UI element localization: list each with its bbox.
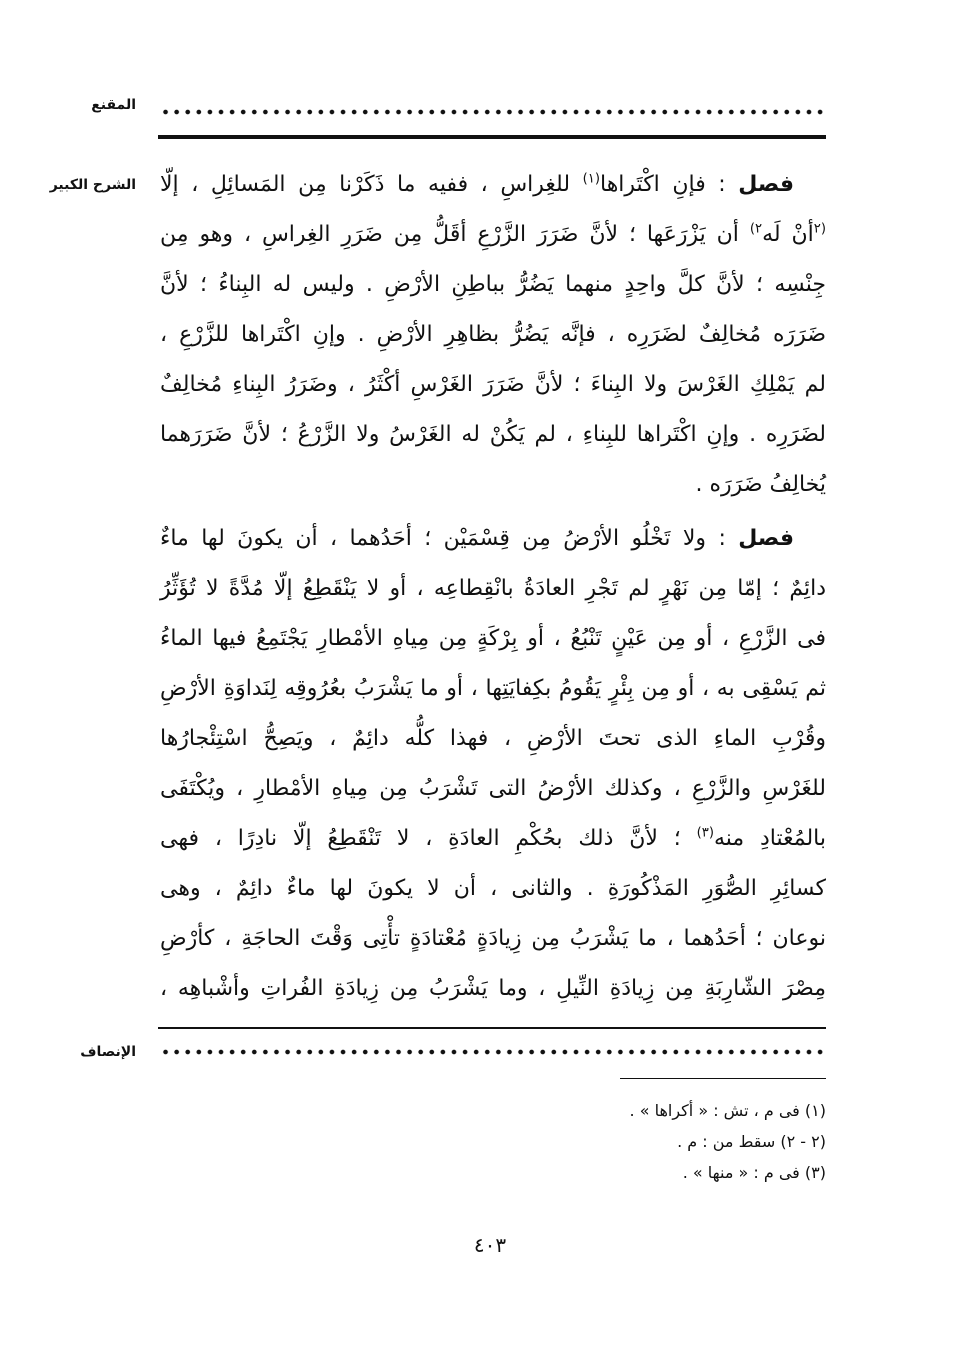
text-line (160, 814, 826, 864)
line-text: لضَرَرِه . وإنِ اكْتَراها للبِناءِ ، لم يَكُنْ له الغَرْسُ ولا الزَّرْعُ ؛ لأنَّ ضَرَرَهما (160, 422, 826, 447)
line-text: بالمُعْتادِ منه (713, 826, 827, 851)
line-text: جِنْسِه ؛ لأنَّ كلَّ واحِدٍ منهما يَضُرُّ بباطِنِ الأرْضِ . وليس له البِناءُ ؛ لأنَّ (160, 272, 826, 297)
text-line (160, 360, 826, 410)
margin-label-insaf: الإنصاف (80, 1044, 136, 1060)
text-line (160, 210, 826, 260)
text-line (160, 310, 826, 360)
paragraph-1 (160, 160, 826, 510)
main-text-block (160, 160, 826, 1014)
line-text: ؛ لأنَّ ذلك بحُكْمِ العادَةِ ، لا تَنْقَطِعُ إلّا نادِرًا ، فهى (160, 826, 681, 851)
page-number: ٤٠٣ (473, 1233, 507, 1257)
line-text: أن يَزْرَعَها ؛ لأنَّ ضَرَرَ الزَّرْعِ أقَلُّ مِن ضَرَرِ الغِراسِ ، وهو مِن (160, 222, 739, 247)
footnote-marker-2-open: (٢ (813, 221, 827, 237)
text-line (160, 410, 826, 460)
section-heading: فصل (738, 526, 794, 551)
line-text: دائِمٌ ؛ إمّا مِن نَهْرٍ لم تَجْرِ العادَةُ بانْقِطاعِه ، أو لا يَنْقَطِعُ إلّا مُدَّةً لا تُؤَثِّرُ (160, 576, 826, 601)
dotted-line-muqni (160, 108, 826, 116)
footnote-marker-2-close: ٢) (749, 221, 763, 237)
line-text: ضَرَرَه مُخالِفٌ لضَرَرِه ، فإنَّه يَضُرُّ بظاهِرِ الأرْضِ . وإنِ اكْتَراها للزَّرْعِ ، (160, 322, 826, 347)
line-text: وقُرْبِ الماءِ الذى تحتَ الأرْضِ ، فهذا كلُّه دائِمٌ ، ويَصِحُّ اسْتِئْجارُها (160, 726, 826, 751)
margin-label-sharh-kabir: الشرح الكبير (49, 177, 136, 193)
footnote-marker-1: (١) (582, 171, 600, 187)
thick-divider-rule (158, 135, 826, 139)
margin-label-muqni: المقنع (91, 97, 136, 113)
line-text: : فإنِ اكْتَراها (600, 172, 726, 197)
thin-divider-rule (158, 1027, 826, 1029)
footnotes (400, 1095, 826, 1188)
text-line (160, 564, 826, 614)
text-line (160, 964, 826, 1014)
text-line (160, 914, 826, 964)
line-text: يُخالِفُ ضَرَرَه . (695, 472, 826, 497)
text-line (160, 260, 826, 310)
footnote-marker-3: (٣) (696, 825, 714, 841)
text-line (160, 614, 826, 664)
section-heading: فصل (738, 172, 794, 197)
line-text: : ولا تَخْلُو الأرْضُ مِن قِسْمَيْن ؛ أحَدُهما ، أن يكونَ لها ماءٌ (160, 526, 726, 551)
footnote-1: (١) فى م ، تش : « أكراها » . (629, 1101, 826, 1120)
line-text: نوعان ؛ أحَدُهما ، ما يَشْرَبُ مِن زِيادَةٍ مُعْتادَةٍ تأْتِى وَقْتَ الحاجَةِ ، كأرْضِ (160, 926, 826, 951)
line-text: كسائِرِ الصُّوَرِ المَذْكُورَةِ . والثانى ، أن لا يكونَ لها ماءٌ دائِمٌ ، وهى (160, 876, 826, 901)
text-line (160, 460, 826, 510)
line-text: للغَرْسِ والزَّرْعِ ، وكذلك الأرْضُ التى تَشْرَبُ مِن مِياهِ الأمْطارِ ، ويُكْتَفَى (160, 776, 826, 801)
line-text: مِصْرَ الشّارِبَةِ مِن زِيادَةِ النِّيلِ ، وما يَشْرَبُ مِن زِيادَةِ الفُراتِ وأشْباهِه ، (160, 976, 826, 1001)
paragraph-2 (160, 514, 826, 1014)
footnote-separator (620, 1078, 826, 1079)
text-line (160, 864, 826, 914)
footnote-2: (٢ - ٢) سقط من : م . (677, 1132, 826, 1151)
text-line (160, 714, 826, 764)
line-text: أنْ لَه (762, 222, 814, 247)
line-text: لم يَمْلِكِ الغَرْسَ ولا البِناءَ ؛ لأنَّ ضَرَرَ الغَرْسِ أكْثَرُ ، وضَرَرُ البِناءِ مُخالِفٌ (160, 372, 826, 397)
dotted-line-insaf (160, 1048, 826, 1056)
text-line (160, 764, 826, 814)
text-line (160, 514, 826, 564)
footnote-3: (٣) فى م : « منها » . (682, 1163, 826, 1182)
text-line (160, 664, 826, 714)
line-text: للغِراسِ ، ففيه ما ذَكَرْنا مِن المَسائِلِ ، إلّا (160, 172, 571, 197)
line-text: ثم يَسْقِى به ، أو مِن بِئْرٍ يَقُومُ بكِفايَتِها ، أو ما يَشْرَبُ بعُرُوقِه لِنَداوَةِ الأرْضِ (160, 676, 826, 701)
text-line (160, 160, 826, 210)
line-text: فى الزَّرْعِ ، أو مِن عَيْنٍ تَنْبُعُ ، أو بِرْكَةٍ مِن مِياهِ الأمْطارِ يَجْتَمِعُ فيها الماءُ (160, 626, 826, 651)
